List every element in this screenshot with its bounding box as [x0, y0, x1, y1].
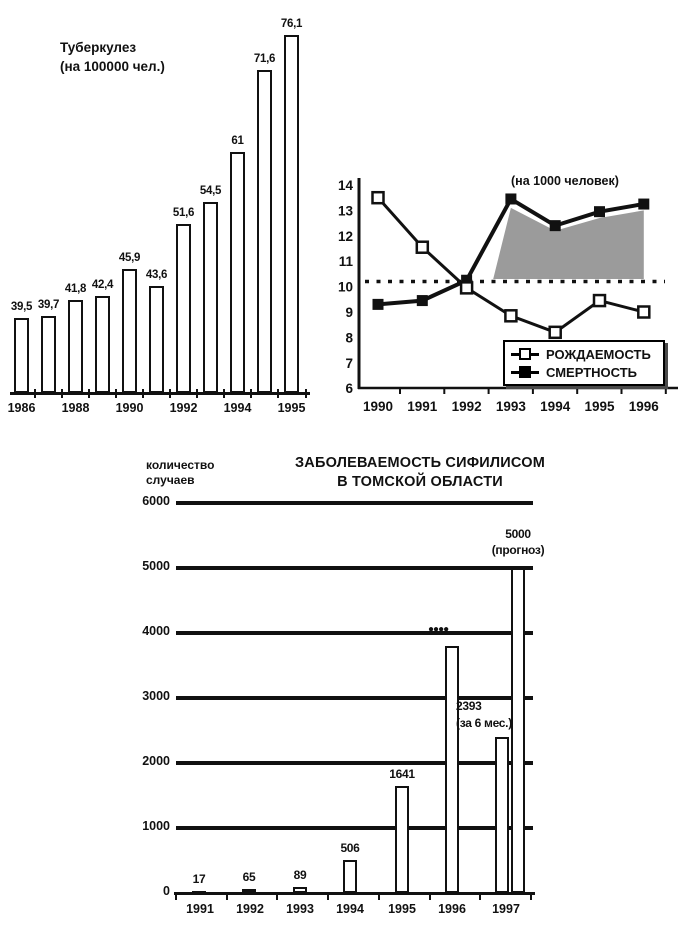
x-tick-label: 1986: [7, 401, 36, 415]
title-line-2: В ТОМСКОЙ ОБЛАСТИ: [337, 474, 503, 490]
tb-bar-value: 43,6: [145, 269, 168, 281]
sy-bar: [343, 860, 357, 893]
x-axis-tick: [175, 893, 177, 900]
x-axis-tick: [88, 389, 90, 398]
legend-label: РОЖДАЕМОСТЬ: [546, 346, 651, 362]
x-tick-label: 1997: [492, 902, 520, 916]
x-axis-tick: [277, 389, 279, 398]
y-tick-label: 5000: [142, 559, 170, 573]
sy-bar-value-note: (за 6 мес.): [456, 716, 512, 730]
sy-bar: [242, 889, 256, 893]
tb-bar: [284, 35, 299, 393]
sy-bar-value: 17: [192, 872, 206, 886]
y-tick-label: 14: [337, 178, 353, 193]
gridline: [176, 501, 533, 505]
x-tick-label: 1992: [169, 401, 198, 415]
sy-bar: [445, 646, 459, 893]
y-tick-label: 10: [337, 279, 353, 295]
tb-bar: [68, 300, 83, 393]
x-axis-tick: [327, 893, 329, 900]
sy-bar-value-note: (прогноз): [491, 543, 545, 557]
tb-bar-value: 42,4: [91, 279, 114, 291]
y-tick-label: 2000: [142, 754, 170, 768]
y-tick-label: 7: [345, 355, 353, 371]
sy-bar: [495, 737, 509, 893]
x-tick-label: 1996: [628, 399, 659, 414]
x-tick-label: 1994: [540, 399, 571, 414]
x-axis-tick: [34, 389, 36, 398]
birth-rate-marker: [373, 192, 384, 203]
tb-bar: [176, 224, 191, 393]
tb-bar-value: 54,5: [199, 185, 222, 197]
x-tick-label: 1995: [388, 902, 416, 916]
death-rate-marker: [638, 199, 649, 210]
birth-rate-marker: [461, 282, 472, 293]
x-tick-label: 1992: [236, 902, 264, 916]
x-axis-tick: [378, 893, 380, 900]
title-line-1: ЗАБОЛЕВАЕМОСТЬ СИФИЛИСОМ: [295, 455, 545, 471]
y-tick-label: 9: [345, 305, 353, 320]
ylabel-line-1: количество: [146, 458, 215, 472]
tb-bar-value: 51,6: [172, 207, 195, 219]
tb-bar: [14, 318, 29, 393]
x-tick-label: 1993: [286, 902, 314, 916]
x-axis-tick: [479, 893, 481, 900]
x-axis-tick: [142, 389, 144, 398]
x-tick-label: 1988: [61, 401, 90, 415]
birth-rate-marker: [638, 307, 649, 318]
tb-bar-value: 76,1: [280, 18, 303, 30]
x-axis-tick: [169, 389, 171, 398]
y-tick-label: 12: [337, 228, 353, 244]
gridline: [176, 761, 533, 765]
x-axis-tick: [530, 893, 532, 900]
x-axis-tick: [226, 893, 228, 900]
syphilis-plot-area: [130, 452, 678, 934]
demography-chart: [333, 168, 684, 426]
x-tick-label: 1994: [223, 401, 252, 415]
gridline: [176, 566, 533, 570]
death-rate-marker: [594, 206, 605, 217]
y-tick-label: 1000: [142, 819, 170, 833]
sy-bar-value: 1641: [389, 767, 415, 781]
x-tick-label: 1991: [407, 399, 438, 414]
birth-rate-marker: [505, 310, 516, 321]
tb-bar: [149, 286, 164, 393]
filled-square-marker-icon: [511, 371, 539, 374]
tb-bar-value: 39,5: [10, 301, 33, 313]
x-tick-label: 1994: [336, 902, 364, 916]
legend: [503, 340, 665, 386]
death-rate-marker: [373, 299, 384, 310]
title-line-1: Туберкулез: [60, 40, 137, 55]
sy-bar: [192, 891, 206, 895]
y-tick-label: 4000: [142, 624, 170, 638]
x-axis-tick: [223, 389, 225, 398]
y-tick-label: 0: [163, 884, 170, 898]
x-tick-label: 1996: [438, 902, 466, 916]
x-axis-tick: [250, 389, 252, 398]
y-tick-label: 8: [345, 330, 353, 346]
tb-bar: [41, 316, 56, 393]
tb-bar-value: 71,6: [253, 53, 276, 65]
sy-bar-value-smudge: ●●●●: [428, 624, 449, 635]
tb-bar: [230, 152, 245, 393]
demography-plot-area: [333, 168, 684, 426]
y-tick-label: 13: [337, 203, 353, 219]
sy-bar: [293, 887, 307, 893]
x-tick-label: 1991: [186, 902, 214, 916]
x-tick-label: 1993: [495, 399, 526, 414]
sy-bar: [395, 786, 409, 893]
death-rate-marker: [505, 193, 516, 204]
sy-bar-value: 65: [242, 870, 256, 884]
title-line-2: (на 100000 чел.): [60, 59, 165, 74]
x-tick-label: 1992: [451, 399, 482, 414]
sy-bar-value: 506: [340, 841, 360, 855]
x-axis-tick: [115, 389, 117, 398]
tb-bar: [203, 202, 218, 393]
birth-rate-marker: [417, 242, 428, 253]
sy-bar-value: 2393: [456, 699, 482, 713]
x-axis-tick: [276, 893, 278, 900]
y-tick-label: 3000: [142, 689, 170, 703]
x-tick-label: 1990: [362, 399, 394, 414]
sy-bar: [511, 568, 525, 893]
birth-rate-marker: [594, 295, 605, 306]
x-axis-tick: [305, 389, 307, 398]
gridline: [176, 631, 533, 635]
tb-bar: [95, 296, 110, 393]
x-axis-tick: [429, 893, 431, 900]
y-tick-label: 6: [345, 381, 353, 397]
y-tick-label: 11: [338, 254, 353, 270]
legend-row-death-rate: [511, 363, 657, 381]
tuberculosis-chart: [8, 18, 313, 426]
x-axis-tick: [61, 389, 63, 398]
tb-bar-value: 61: [231, 135, 244, 147]
tb-bar-value: 39,7: [37, 299, 60, 311]
per-1000-note: (на 1000 человек): [511, 174, 619, 188]
x-tick-label: 1995: [584, 399, 615, 414]
tuberculosis-plot-area: [8, 18, 313, 426]
open-square-marker-icon: [511, 353, 539, 356]
tb-bar: [122, 269, 137, 393]
syphilis-chart: [130, 452, 678, 934]
sy-bar-value: 5000: [505, 527, 531, 541]
death-rate-marker: [417, 295, 428, 306]
ylabel-line-2: случаев: [146, 473, 195, 487]
tb-bar: [257, 70, 272, 393]
death-rate-marker: [550, 220, 561, 231]
sy-bar-value: 89: [293, 868, 307, 882]
legend-label: СМЕРТНОСТЬ: [546, 364, 638, 380]
x-tick-label: 1990: [115, 401, 144, 415]
tb-bar-value: 45,9: [118, 252, 141, 264]
tb-bar-value: 41,8: [64, 283, 87, 295]
x-tick-label: 1995: [277, 401, 306, 415]
legend-row-birth-rate: [511, 345, 657, 363]
birth-rate-marker: [550, 327, 561, 338]
y-tick-label: 6000: [142, 494, 170, 508]
shaded-area: [493, 208, 644, 279]
gridline: [176, 826, 533, 830]
x-axis-tick: [196, 389, 198, 398]
